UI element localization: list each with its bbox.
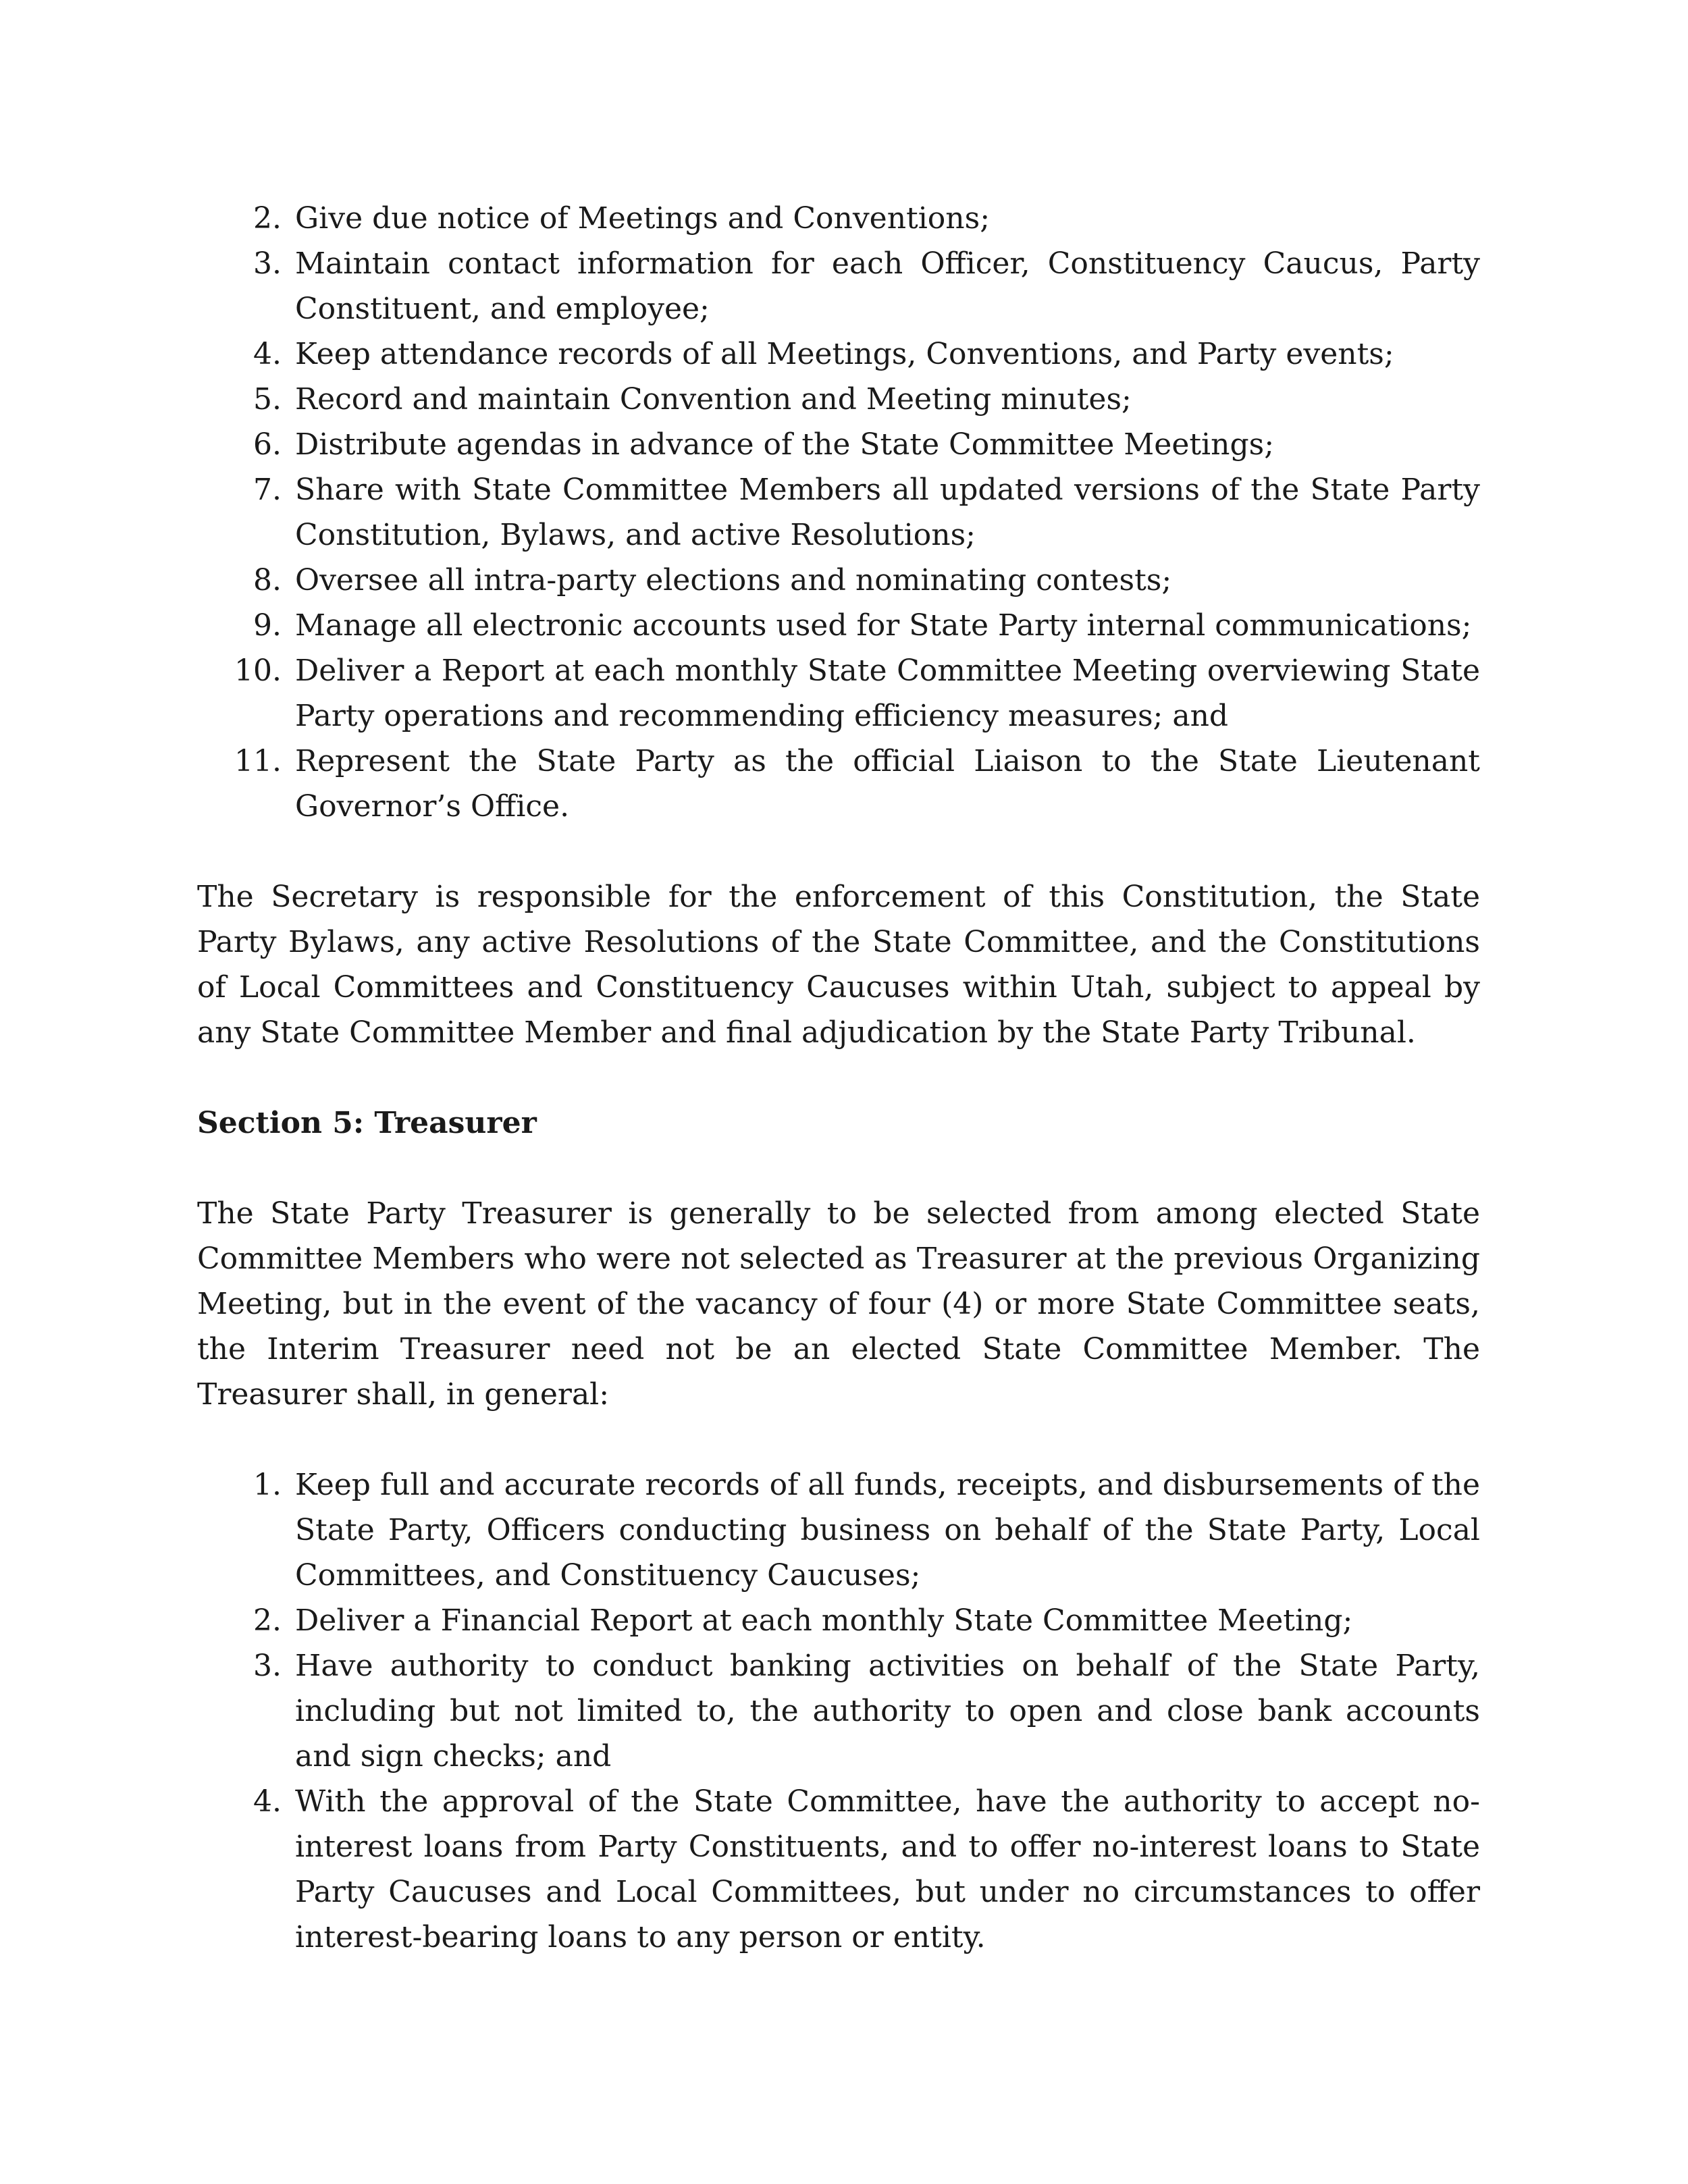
list-item-number: 4. xyxy=(253,337,282,371)
list-item-text: Share with State Committee Members all updated versions of the State Party Constitution, Bylaws, and active Resolutions; xyxy=(295,473,1480,552)
list-item xyxy=(197,648,1480,739)
list-item xyxy=(197,1643,1480,1779)
list-item-text: Manage all electronic accounts used for State Party internal communications; xyxy=(295,608,1472,643)
list-item-text: Keep full and accurate records of all funds, receipts, and disbursements of the State Party, Officers conducting business on behalf of the State Party, Local Committees, and Constituency Caucuses; xyxy=(295,1468,1480,1593)
list-item xyxy=(197,196,1480,241)
list-item-text: Oversee all intra-party elections and nominating contests; xyxy=(295,563,1172,597)
list-item-text: Give due notice of Meetings and Conventions; xyxy=(295,201,991,236)
list-item-number: 9. xyxy=(253,608,282,643)
list-item-number: 10. xyxy=(234,654,282,688)
list-item xyxy=(197,558,1480,603)
list-item-number: 4. xyxy=(253,1784,282,1819)
list-item-number: 3. xyxy=(253,246,282,281)
list-item-number: 8. xyxy=(253,563,282,597)
list-item-number: 2. xyxy=(253,201,282,236)
list-item xyxy=(197,377,1480,422)
list-item-number: 2. xyxy=(253,1603,282,1638)
section-heading: Section 5: Treasurer xyxy=(197,1106,537,1140)
spacer xyxy=(197,829,1480,874)
page-content xyxy=(197,196,1480,1960)
treasurer-duties-list xyxy=(197,1462,1480,1960)
list-item-text: Keep attendance records of all Meetings, Conventions, and Party events; xyxy=(295,337,1394,371)
list-item-number: 7. xyxy=(253,473,282,507)
list-item-number: 3. xyxy=(253,1649,282,1683)
spacer xyxy=(197,1417,1480,1462)
secretary-duties-list xyxy=(197,196,1480,829)
spacer xyxy=(197,1146,1480,1191)
list-item-text: Maintain contact information for each Officer, Constituency Caucus, Party Constituent, and employee; xyxy=(295,246,1480,326)
list-item-text: Deliver a Report at each monthly State Committee Meeting overviewing State Party operations and recommending efficiency measures; and xyxy=(295,654,1480,733)
list-item-text: Record and maintain Convention and Meeting minutes; xyxy=(295,382,1132,417)
list-item-number: 5. xyxy=(253,382,282,417)
list-item xyxy=(197,241,1480,331)
list-item xyxy=(197,467,1480,558)
list-item-number: 1. xyxy=(253,1468,282,1502)
spacer xyxy=(197,1055,1480,1100)
list-item xyxy=(197,1462,1480,1598)
list-item-text: Represent the State Party as the official Liaison to the State Lieutenant Governor’s Office. xyxy=(295,744,1480,824)
list-item xyxy=(197,603,1480,648)
list-item xyxy=(197,422,1480,467)
list-item-text: Have authority to conduct banking activities on behalf of the State Party, including but not limited to, the authority to open and close bank accounts and sign checks; and xyxy=(295,1649,1480,1774)
list-item-text: Deliver a Financial Report at each monthly State Committee Meeting; xyxy=(295,1603,1353,1638)
list-item-text: With the approval of the State Committee, have the authority to accept no-interest loans from Party Constituents, and to offer no-interest loans to State Party Caucuses and Local Committees, but under no circumstances to offer interest-bearing loans to any person or entity. xyxy=(295,1784,1480,1954)
list-item-number: 11. xyxy=(234,744,282,778)
treasurer-paragraph: The State Party Treasurer is generally to be selected from among elected State Committee Members who were not selected as Treasurer at the previous Organizing Meeting, but in the event of the vacancy of four (4) or more State Committee seats, the Interim Treasurer need not be an elected State Committee Member. The Treasurer shall, in general: xyxy=(197,1196,1480,1412)
list-item xyxy=(197,1598,1480,1643)
list-item xyxy=(197,739,1480,829)
list-item xyxy=(197,331,1480,377)
list-item-text: Distribute agendas in advance of the State Committee Meetings; xyxy=(295,427,1275,462)
list-item-number: 6. xyxy=(253,427,282,462)
secretary-paragraph: The Secretary is responsible for the enforcement of this Constitution, the State Party Bylaws, any active Resolutions of the State Committee, and the Constitutions of Local Committees and Constituency Caucuses within Utah, subject to appeal by any State Committee Member and final adjudication by the State Party Tribunal. xyxy=(197,880,1480,1050)
list-item xyxy=(197,1779,1480,1960)
